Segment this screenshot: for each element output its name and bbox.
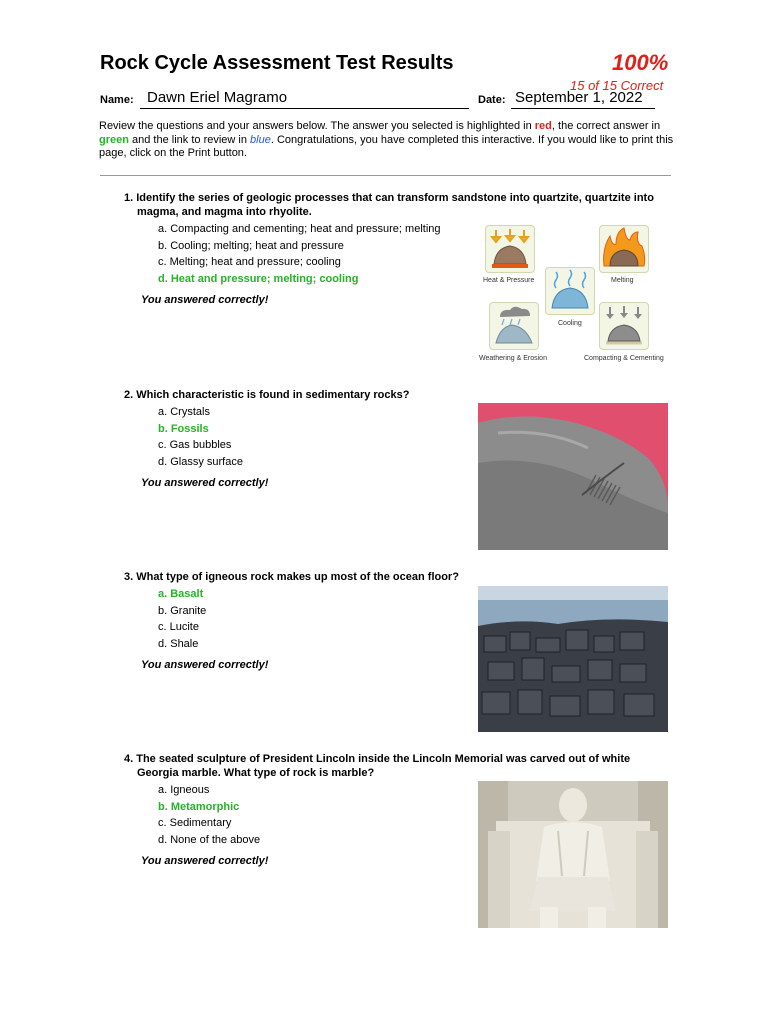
correct-answer-choice: b. Fossils [158,422,209,435]
blue-keyword: blue [250,133,271,146]
answer-choice: a. Igneous [158,784,210,796]
correct-answer-choice: b. Metamorphic [158,800,240,813]
basalt-columns-photo [478,586,668,732]
red-keyword: red [534,120,552,132]
answer-choice: b. Cooling; melting; heat and pressure [158,239,344,252]
answer-choice: d. Shale [158,637,199,650]
answer-feedback: You answered correctly! [141,294,269,306]
instructions-text: . Congratulations, you have completed this interactive. If you would like to print this page, click on the Print button. [99,133,674,159]
question-text: 2. Which characteristic is found in sedimentary rocks? [124,389,410,401]
answer-choice: c. Gas bubbles [158,439,232,451]
compacting-cementing-label: Compacting & Cementing [584,355,664,362]
answer-choice: d. None of the above [158,833,261,846]
correct-answer-choice: a. Basalt [158,588,204,600]
question-text: 4. The seated sculpture of President Lincoln inside the Lincoln Memorial was carved out of white Georgia marble. What type of rock is marble? [124,753,631,779]
answer-choice: d. Glassy surface [158,455,243,468]
instructions-text: Review the questions and your answers below. The answer you selected is highlighted in [99,120,535,132]
melting-icon [599,225,649,273]
page-title: Rock Cycle Assessment Test Results [100,52,454,74]
weathering-erosion-icon [489,302,539,350]
question-text: 1. Identify the series of geologic processes that can transform sandstone into quartzite, quartzite into magma, and magma into rhyolite. [124,192,654,218]
instructions [99,120,674,161]
fossil-rock-photo [478,403,668,550]
name-label: Name: [100,94,134,106]
answer-choice: c. Melting; heat and pressure; cooling [158,256,341,268]
answer-feedback: You answered correctly! [141,855,269,867]
answer-choice: c. Sedimentary [158,817,232,829]
cooling-label: Cooling [558,320,582,327]
answer-choice: b. Granite [158,604,207,617]
answer-choice: a. Compacting and cementing; heat and pressure; melting [158,223,441,235]
date-field: September 1, 2022 [511,89,655,109]
correct-count: 15 of 15 Correct [570,78,664,93]
name-field: Dawn Eriel Magramo [140,89,469,109]
cooling-icon [545,267,595,315]
lincoln-statue-photo [478,781,668,928]
score-percent: 100% [612,50,669,75]
instructions-text: , the correct answer in [551,120,661,132]
melting-label: Melting [611,277,634,284]
green-keyword: green [99,133,129,146]
compacting-cementing-icon [599,302,649,350]
weathering-erosion-label: Weathering & Erosion [479,355,547,362]
heat-pressure-icon [485,225,535,273]
answer-choice: a. Crystals [158,406,210,418]
question-text: 3. What type of igneous rock makes up most of the ocean floor? [124,571,459,583]
correct-answer-choice: d. Heat and pressure; melting; cooling [158,272,359,285]
answer-feedback: You answered correctly! [141,477,269,489]
date-label: Date: [478,94,506,106]
instructions-text: and the link to review in [128,133,251,146]
answer-feedback: You answered correctly! [141,659,269,671]
divider [100,175,671,176]
heat-pressure-label: Heat & Pressure [483,277,535,284]
answer-choice: c. Lucite [158,621,199,633]
rock-cycle-figure [478,222,673,370]
